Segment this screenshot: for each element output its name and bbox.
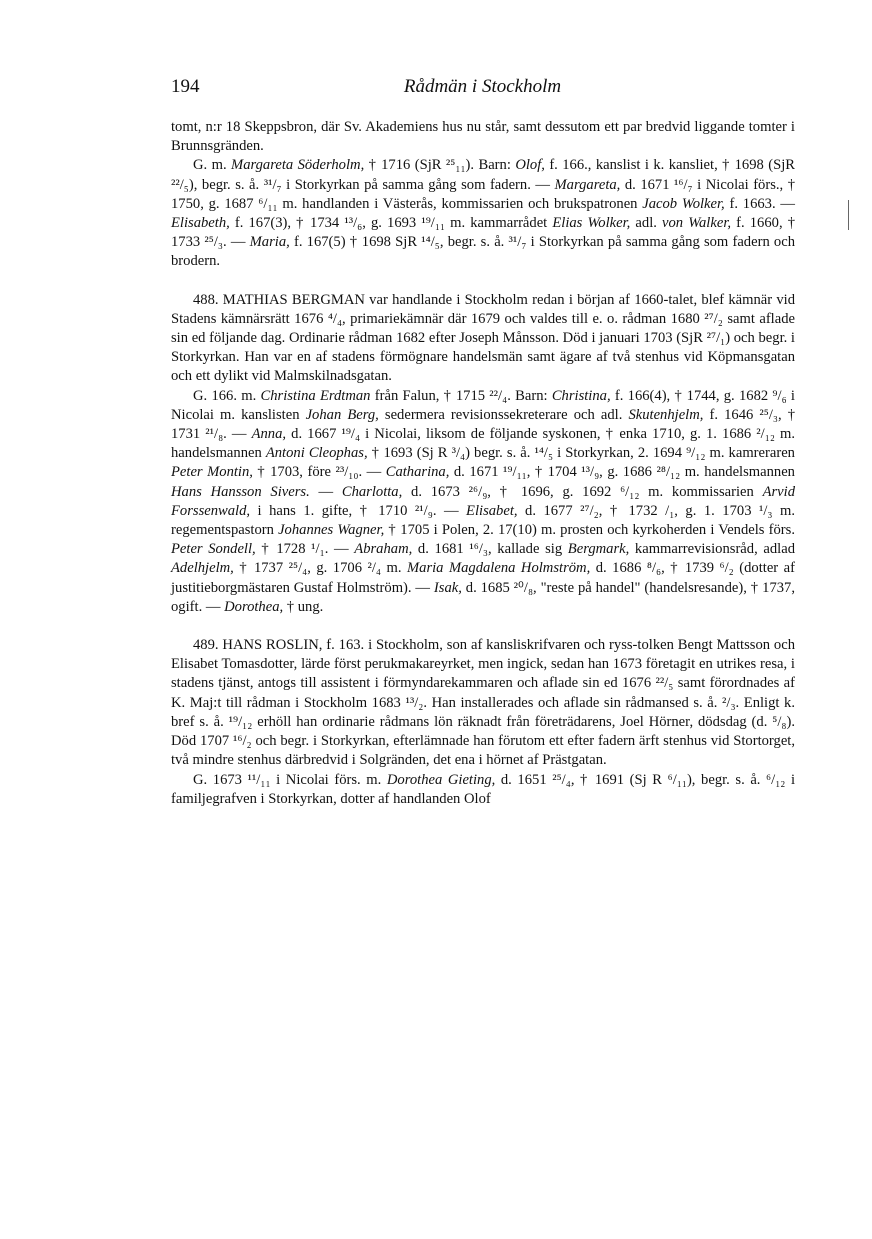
italic-name: Elisabet, bbox=[466, 502, 518, 519]
italic-name: Antoni Cleophas, bbox=[265, 445, 368, 462]
paragraph-continuation bbox=[171, 118, 795, 156]
italic-name: Dorothea, bbox=[224, 598, 284, 615]
text-run: d. 1685 ²⁰/₈, "reste på handel" (handelsresande), † 1737, ogift. — bbox=[171, 579, 795, 615]
italic-name: Adelhjelm, bbox=[171, 560, 234, 577]
text-run: tomt, n:r 18 Skeppsbron, där Sv. Akademiens hus nu står, samt dessutom ett par bredvid liggande tomter i Brunnsgränden. bbox=[171, 119, 795, 155]
italic-name: Peter Sondell, bbox=[171, 541, 256, 558]
text-run: d. 1681 ¹⁶/₃, kallade sig bbox=[412, 541, 568, 558]
text-run: † ung. bbox=[283, 598, 324, 615]
text-run: f. 1646 ²⁵/₃, † 1731 ²¹/₈. — bbox=[171, 406, 795, 443]
page-body bbox=[171, 118, 795, 809]
paragraph-family-gieting bbox=[171, 771, 795, 809]
text-run: f. 166., kanslist i k. kansliet, † 1698 (SjR ²²/₅), begr. s. å. ³¹/₇ i Storkyrkan på samma gång som fadern. — bbox=[171, 157, 796, 193]
italic-name: Peter Montin, bbox=[171, 464, 253, 481]
text-run: 489. HANS ROSLIN, f. 163. i Stockholm, son af kansliskrifvaren och ryss-tolken Bengt Mattsson och Elisabet Tomasdotter, lärde först perukmakareyrket, men ingick, sedan han 1673 företagit en utrikes resa, i stadens tjänst, antogs till assistent i förmyndarekammaren och aflade sin ed 1676 ²²/₅ samt förordnades af K. Maj:t till rådman i Stockholm 1683 ¹³/₂. Han installerades och aflade sin rådmansed s. å. ²/₃. Enligt k. bref s. å. ¹⁹/₁₂ erhöll han ordinarie rådmans lön räknadt från företrädarens, Joel Hörner, dödsdag (d. ⁵/₈). Död 1707 ¹⁶/₂ och begr. i Storkyrkan, efterlämnade han förutom ett efter fadern ärft stenhus vid Stortorget, två mindre stenhus därbredvid i Solgränden, det ena i hörnet af Prästgatan. bbox=[171, 637, 795, 769]
text-run: f. 167(5) † 1698 SjR ¹⁴/₅, begr. s. å. ³¹/₇ i Storkyrkan på samma gång som fadern och brodern. bbox=[171, 234, 796, 270]
text-run: d. 1671 ¹⁶/₇ i Nicolai förs., † 1750, g. 1687 ⁶/₁₁ m. handlanden i Västerås, kommissarien och brukspatronen bbox=[171, 176, 796, 212]
text-run: d. 1673 ²⁶/₉, † 1696, g. 1692 ⁶/₁₂ m. kommissarien bbox=[402, 483, 763, 500]
text-run: d. 1671 ¹⁹/₁₁, † 1704 ¹³/₉, g. 1686 ²⁸/₁₂ m. handelsmannen bbox=[449, 464, 795, 481]
italic-name: Anna, bbox=[251, 426, 287, 443]
text-run: kammarrevisionsråd, adlad bbox=[629, 541, 795, 558]
text-run: d. 1667 ¹⁹/₄ i Nicolai, liksom de följande syskonen, † enka 1710, g. 1. 1686 ²/₁₂ m. handelsmannen bbox=[171, 426, 796, 462]
text-run: G. 166. m. bbox=[193, 387, 261, 404]
italic-name: Dorothea Gieting, bbox=[386, 771, 496, 788]
text-run: adl. bbox=[630, 215, 663, 232]
paragraph-family-erdtman bbox=[171, 387, 795, 617]
entry-488 bbox=[171, 291, 795, 387]
text-run: i hans 1. gifte, † 1710 ²¹/₉. — bbox=[250, 502, 467, 519]
italic-name: Olof, bbox=[515, 157, 545, 174]
italic-name: von Walker, bbox=[662, 215, 732, 232]
margin-mark bbox=[848, 200, 849, 230]
italic-name: Elisabeth, bbox=[171, 215, 230, 232]
italic-name: Catharina, bbox=[385, 464, 450, 481]
paragraph-family-soderholm bbox=[171, 156, 795, 271]
italic-name: Jacob Wolker, bbox=[642, 195, 725, 212]
text-run: d. 1651 ²⁵/₄, † 1691 (Sj R ⁶/₁₁), begr. s. å. ⁶/₁₂ i familjegrafven i Storkyrkan, dotter af handlanden Olof bbox=[171, 771, 796, 807]
italic-name: Maria, bbox=[249, 234, 290, 251]
italic-name: Abraham, bbox=[354, 541, 413, 558]
text-run: f. 1663. — bbox=[724, 195, 795, 212]
entry-489 bbox=[171, 636, 795, 770]
text-run: † 1693 (Sj R ³/₄) begr. s. å. ¹⁴/₅ i Storkyrkan, 2. 1694 ⁹/₁₂ m. kamreraren bbox=[367, 445, 795, 462]
italic-name: Johannes Wagner, bbox=[278, 522, 385, 539]
text-run: 488. MATHIAS BERGMAN var handlande i Stockholm redan i början af 1660-talet, blef kämnär vid Stadens kämnärsrätt 1676 ⁴/₄, primariekämnär där 1679 och valdes till e. o. rådman 1680 ²⁷/₂ samt aflade sin ed följande dag. Ordinarie rådman 1682 efter Joseph Månsson. Död i januari 1703 (SjR ²⁷/₁) och begr. i Storkyrkan. Han var en af stadens förmögnare handelsmän samt ägare af två stenhus vid Köpmansgatan och ett dylikt vid Malmskilnadsgatan. bbox=[171, 291, 795, 385]
running-title: Rådmän i Stockholm bbox=[403, 76, 562, 97]
italic-name: Maria Magdalena Holmström, bbox=[406, 560, 591, 577]
text-run: † 1705 i Polen, 2. 17(10) m. prosten och kyrkoherden i Vendels förs. bbox=[384, 522, 795, 539]
text-run: † 1728 ¹/₁. — bbox=[255, 541, 355, 558]
italic-name: Margareta Söderholm, bbox=[231, 157, 365, 174]
italic-name: Hans Hansson Sivers. bbox=[171, 483, 310, 500]
italic-name: Christina, bbox=[551, 387, 611, 404]
italic-name: Bergmark, bbox=[567, 541, 630, 558]
text-run: d. 1686 ⁸/₆, † 1739 ⁶/₂ (dotter af justitieborgmästaren Gustaf Holmström). — bbox=[171, 560, 795, 596]
italic-name: Arvid Forssenwald, bbox=[171, 483, 795, 519]
text-run: G. 1673 ¹¹/₁₁ i Nicolai förs. m. bbox=[193, 771, 387, 788]
italic-name: Elias Wolker, bbox=[552, 215, 631, 232]
text-run: † 1737 ²⁵/₄, g. 1706 ²/₄ m. bbox=[233, 560, 407, 577]
italic-name: Johan Berg, bbox=[305, 406, 379, 423]
italic-name: Skutenhjelm, bbox=[628, 406, 704, 423]
text-run: G. m. bbox=[193, 157, 232, 174]
text-run: f. 166(4), † 1744, g. 1682 ⁹/₆ i Nicolai m. kanslisten bbox=[171, 387, 795, 423]
text-run: † 1703, före ²³/₁₀. — bbox=[252, 464, 386, 481]
text-run: d. 1677 ²⁷/₂, † 1732 /₁, g. 1. 1703 ¹/₃ m. regementspastorn bbox=[171, 502, 795, 539]
text-run: sedermera revisionssekreterare och adl. bbox=[378, 406, 629, 423]
italic-name: Charlotta, bbox=[341, 483, 403, 500]
italic-name: Margareta, bbox=[554, 176, 621, 193]
text-run: — bbox=[309, 483, 342, 500]
italic-name: Christina Erdtman bbox=[260, 387, 371, 404]
text-run: f. 1660, † 1733 ²⁵/₃. — bbox=[171, 215, 796, 251]
text-run: † 1716 (SjR ²⁵₁₁). Barn: bbox=[364, 157, 516, 174]
page-number: 194 bbox=[171, 76, 200, 97]
italic-name: Isak, bbox=[433, 579, 462, 596]
text-run: f. 167(3), † 1734 ¹³/₆, g. 1693 ¹⁹/₁₁ m. kammarrådet bbox=[229, 215, 553, 232]
text-run: från Falun, † 1715 ²²/₄. Barn: bbox=[370, 387, 552, 404]
page-header bbox=[171, 76, 794, 106]
